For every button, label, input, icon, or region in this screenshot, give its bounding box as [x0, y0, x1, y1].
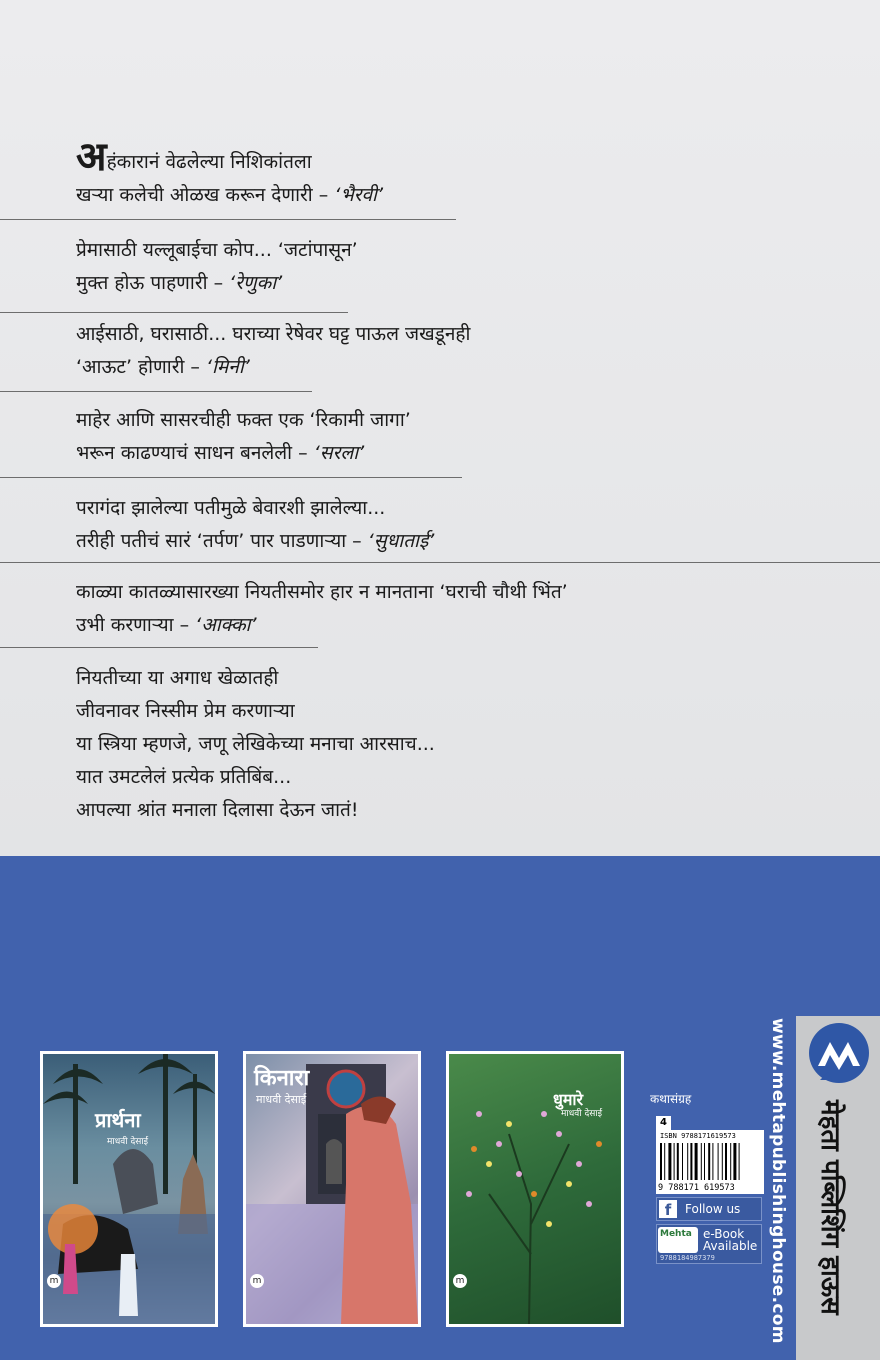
- series-number: 4: [656, 1116, 671, 1130]
- blurb-text: हंकारानं वेढलेल्या निशिकांतला: [106, 151, 312, 173]
- barcode: [656, 1130, 764, 1194]
- blurb-paragraph-3: [76, 318, 470, 384]
- cover-author: माधवी देसाई: [561, 1109, 603, 1119]
- cover-author: माधवी देसाई: [107, 1137, 149, 1147]
- blurb-text: परागंदा झालेल्या पतीमुळे बेवारशी झालेल्या...: [76, 497, 386, 519]
- story-name: ‘सरला’: [313, 442, 365, 464]
- mehta-ebooks-logo: [658, 1227, 698, 1253]
- blurb-text: खऱ्या कलेची ओळख करून देणारी –: [76, 184, 335, 206]
- isbn-digits: 9 788171 619573: [658, 1183, 735, 1193]
- blurb-paragraph-4: [76, 404, 411, 470]
- blurb-text: माहेर आणि सासरचीही फक्त एक ‘रिकामी जागा’: [76, 409, 411, 431]
- blurb-paragraph-1: [76, 134, 384, 212]
- blurb-text: यात उमटलेलं प्रत्येक प्रतिबिंब...: [76, 766, 292, 788]
- blurb-paragraph-7: [76, 662, 435, 827]
- ebook-badge[interactable]: [656, 1224, 762, 1264]
- isbn-text: ISBN 9788171619573: [660, 1132, 736, 1140]
- publisher-spine-icon: m: [453, 1274, 467, 1288]
- publisher-spine-icon: m: [250, 1274, 264, 1288]
- book-cover-prarthana[interactable]: [40, 1051, 218, 1327]
- blurb-paragraph-2: [76, 234, 358, 300]
- blurb-text: या स्त्रिया म्हणजे, जणू लेखिकेच्या मनाचा आरसाच...: [76, 733, 435, 755]
- ebook-code: 9788184987379: [660, 1254, 715, 1262]
- cover-author: माधवी देसाई: [256, 1093, 307, 1106]
- cover-title: धुमारे: [553, 1090, 584, 1109]
- blurb-text: प्रेमासाठी यल्लूबाईचा कोप... ‘जटांपासून’: [76, 239, 358, 261]
- facebook-icon: f: [659, 1200, 677, 1218]
- logo-text: Mehta: [660, 1229, 692, 1239]
- publisher-spine-icon: m: [47, 1274, 61, 1288]
- divider: [0, 391, 312, 392]
- story-name: ‘आक्का’: [195, 614, 257, 636]
- book-cover-dhumare[interactable]: [446, 1051, 624, 1327]
- story-name: ‘सुधाताई’: [367, 530, 435, 552]
- blurb-paragraph-5: [76, 492, 434, 558]
- divider: [0, 562, 880, 563]
- available-label: Available: [703, 1239, 758, 1253]
- book-cover-kinara[interactable]: [243, 1051, 421, 1327]
- publisher-logo-icon: [806, 1022, 872, 1088]
- cover-title: प्रार्थना: [95, 1108, 141, 1132]
- blurb-text: जीवनावर निस्सीम प्रेम करणाऱ्या: [76, 700, 295, 722]
- website-text: www.mehtapublishinghouse.com: [768, 1018, 788, 1344]
- follow-us-badge[interactable]: [656, 1197, 762, 1221]
- follow-label: Follow us: [685, 1202, 741, 1216]
- divider: [0, 312, 348, 313]
- cover-art: [449, 1054, 621, 1324]
- category-label: कथासंग्रह: [650, 1092, 692, 1106]
- divider: [0, 219, 456, 220]
- website-url[interactable]: [768, 1018, 792, 1344]
- publisher-name: मेहता पब्लिशिंग हाऊस: [815, 1100, 845, 1315]
- story-name: ‘रेणुका’: [229, 272, 283, 294]
- divider: [0, 477, 462, 478]
- blurb-text: आईसाठी, घरासाठी... घराच्या रेषेवर घट्ट पाऊल जखडूनही: [76, 323, 471, 345]
- drop-cap: अ: [76, 134, 107, 180]
- blurb-text: तरीही पतीचं सारं ‘तर्पण’ पार पाडणाऱ्या –: [76, 530, 368, 552]
- barcode-bars: [660, 1143, 760, 1180]
- category-block: [650, 1090, 762, 1107]
- blurb-text: काळ्या कातळ्यासारख्या नियतीसमोर हार न मानताना ‘घराची चौथी भिंत’: [76, 581, 568, 603]
- ebook-label: e-Book: [703, 1227, 745, 1241]
- cover-title: किनारा: [254, 1066, 310, 1091]
- blurb-text: ‘आऊट’ होणारी –: [76, 356, 206, 378]
- blurb-text: मुक्त होऊ पाहणारी –: [76, 272, 230, 294]
- story-name: ‘मिनी’: [205, 356, 250, 378]
- blurb-paragraph-6: [76, 576, 568, 642]
- blurb-text: भरून काढण्याचं साधन बनलेली –: [76, 442, 314, 464]
- blurb-text: उभी करणाऱ्या –: [76, 614, 196, 636]
- story-name: ‘भैरवी’: [334, 184, 384, 206]
- blurb-text: आपल्या श्रांत मनाला दिलासा देऊन जातं!: [76, 799, 359, 821]
- divider: [0, 647, 318, 648]
- blurb-text: नियतीच्या या अगाध खेळातही: [76, 667, 279, 689]
- cover-art: [43, 1054, 215, 1324]
